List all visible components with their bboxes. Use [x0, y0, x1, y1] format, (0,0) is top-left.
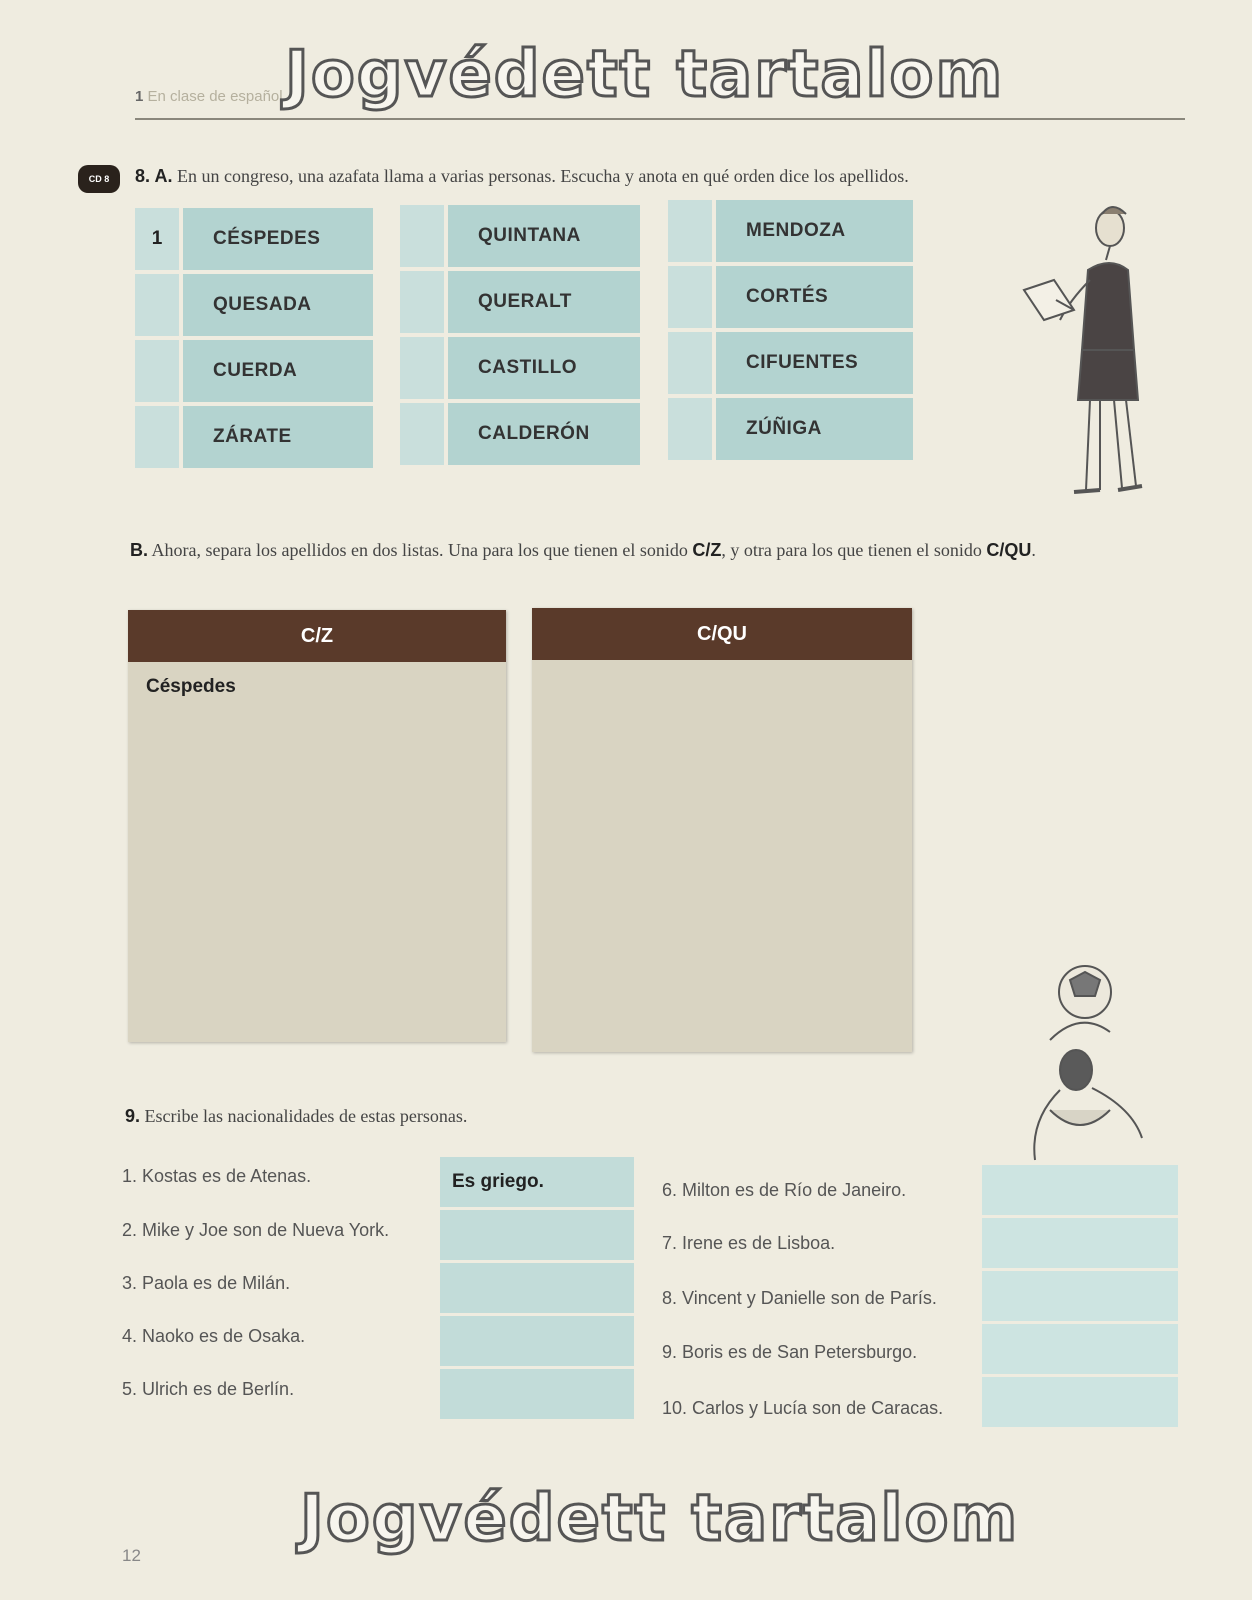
sentence-item: 5. Ulrich es de Berlín. — [122, 1379, 295, 1399]
sound-cz-label: C/Z — [692, 540, 722, 560]
list-cqu-heading: C/QU — [532, 608, 912, 660]
order-cell[interactable] — [400, 205, 444, 267]
exercise9-instruction — [125, 1106, 467, 1127]
surname-cell: CALDERÓN — [448, 403, 640, 465]
surname-row — [400, 205, 640, 267]
cd-track-badge: CD 8 — [78, 165, 120, 193]
order-cell[interactable] — [668, 266, 712, 328]
list-entry: Céspedes — [146, 676, 236, 697]
answer-cell[interactable] — [982, 1218, 1178, 1268]
sentence-item: 10. Carlos y Lucía son de Caracas. — [662, 1398, 944, 1418]
surname-row — [400, 271, 640, 333]
sentence-item: 1. Kostas es de Atenas. — [122, 1166, 312, 1186]
surname-cell: QUINTANA — [448, 205, 640, 267]
answers-left-column — [440, 1157, 634, 1419]
order-cell[interactable] — [400, 337, 444, 399]
sound-cqu-label: C/QU — [986, 540, 1032, 560]
unit-number: 1 — [135, 88, 144, 105]
part-a-label: A. — [154, 166, 173, 186]
surname-row — [400, 403, 640, 465]
surname-cell: ZÁRATE — [183, 406, 373, 468]
surname-cell: MENDOZA — [716, 200, 913, 262]
order-cell[interactable] — [135, 406, 179, 468]
surname-row — [135, 406, 373, 468]
part-b-text-2: , y otra para los que tienen el sonido — [721, 540, 982, 560]
list-cz-body[interactable] — [128, 662, 506, 712]
answer-cell[interactable] — [440, 1210, 634, 1260]
answer-cell[interactable] — [982, 1377, 1178, 1427]
surname-cell: QUERALT — [448, 271, 640, 333]
answer-cell[interactable] — [982, 1324, 1178, 1374]
answer-cell[interactable] — [982, 1165, 1178, 1215]
surname-cell: ZÚÑIGA — [716, 398, 913, 460]
surname-cell: CUERDA — [183, 340, 373, 402]
sentence-item: 3. Paola es de Milán. — [122, 1273, 291, 1293]
watermark-top: Jogvédett tartalom — [285, 38, 1005, 112]
exercise8b-instruction — [130, 536, 1170, 564]
header-rule — [135, 118, 1185, 120]
answer-cell[interactable]: Es griego. — [440, 1157, 634, 1207]
surname-row — [668, 332, 913, 394]
list-cqu-box — [532, 608, 912, 1052]
part-a-text: En un congreso, una azafata llama a varias personas. Escucha y anota en qué orden dice los apellidos. — [177, 166, 909, 186]
list-cz-box — [128, 610, 506, 1042]
part-b-label: B. — [130, 540, 148, 560]
surname-row — [668, 266, 913, 328]
exercise9-text: Escribe las nacionalidades de estas personas. — [144, 1106, 468, 1126]
order-cell[interactable] — [668, 200, 712, 262]
surname-cell: CASTILLO — [448, 337, 640, 399]
surname-row — [668, 200, 913, 262]
sentence-item: 7. Irene es de Lisboa. — [662, 1233, 836, 1253]
sentence-item: 4. Naoko es de Osaka. — [122, 1326, 306, 1346]
list-cz-heading: C/Z — [128, 610, 506, 662]
answer-cell[interactable] — [440, 1316, 634, 1366]
order-cell[interactable] — [400, 403, 444, 465]
answer-cell[interactable] — [982, 1271, 1178, 1321]
order-cell[interactable] — [668, 398, 712, 460]
unit-header — [135, 88, 283, 105]
surname-row — [400, 337, 640, 399]
sentence-item: 2. Mike y Joe son de Nueva York. — [122, 1220, 390, 1240]
order-cell[interactable] — [135, 274, 179, 336]
answers-right-column — [982, 1165, 1178, 1427]
surname-table-1 — [135, 208, 373, 468]
exercise8a-instruction — [135, 166, 1195, 187]
surname-row — [668, 398, 913, 460]
order-cell[interactable] — [400, 271, 444, 333]
part-b-text-1: Ahora, separa los apellidos en dos listas. Una para los que tienen el sonido — [151, 540, 688, 560]
sentence-item: 9. Boris es de San Petersburgo. — [662, 1342, 918, 1362]
answer-cell[interactable] — [440, 1369, 634, 1419]
page-number: 12 — [122, 1546, 141, 1565]
watermark-bottom: Jogvédett tartalom — [300, 1482, 1020, 1556]
answer-cell[interactable] — [440, 1263, 634, 1313]
part-b-text-3: . — [1031, 540, 1036, 560]
order-cell[interactable] — [668, 332, 712, 394]
surname-cell: CORTÉS — [716, 266, 913, 328]
sentence-item: 8. Vincent y Danielle son de París. — [662, 1288, 937, 1308]
unit-title: En clase de español — [147, 88, 283, 105]
order-cell[interactable] — [135, 340, 179, 402]
surname-row — [135, 208, 373, 270]
surname-cell: CÉSPEDES — [183, 208, 373, 270]
woman-with-notepad-illustration — [1010, 200, 1170, 510]
surname-row — [135, 340, 373, 402]
surname-table-3 — [668, 200, 913, 460]
surname-cell: CIFUENTES — [716, 332, 913, 394]
surname-row — [135, 274, 373, 336]
exercise8-number: 8. — [135, 166, 151, 186]
sentence-item: 6. Milton es de Río de Janeiro. — [662, 1180, 907, 1200]
footballer-heading-ball-illustration — [1010, 960, 1150, 1170]
exercise9-number: 9. — [125, 1106, 141, 1126]
surname-table-2 — [400, 205, 640, 465]
list-cqu-body[interactable] — [532, 660, 912, 688]
order-cell[interactable]: 1 — [135, 208, 179, 270]
surname-cell: QUESADA — [183, 274, 373, 336]
